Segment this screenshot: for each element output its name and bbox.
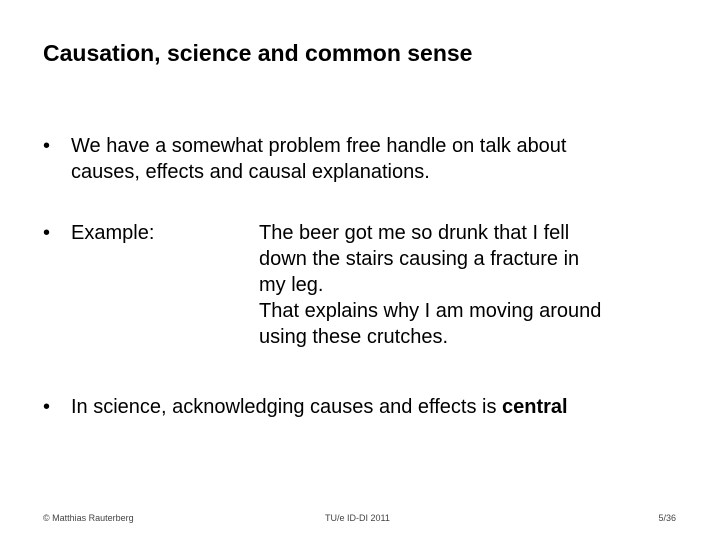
bullet-line: We have a somewhat problem free handle on talk about — [71, 135, 567, 157]
bullet-example — [43, 220, 693, 355]
bullet-marker: • — [43, 135, 51, 157]
footer-author: © Matthias Rauterberg — [43, 513, 134, 523]
footer-page-number: 5/36 — [658, 513, 676, 523]
example-line: The beer got me so drunk that I fell — [259, 222, 570, 244]
slide-title: Causation, science and common sense — [43, 40, 473, 66]
bullet-text — [71, 133, 567, 185]
example-line: using these crutches. — [259, 326, 448, 348]
bullet-text-prefix: In science, acknowledging causes and effects is — [71, 396, 502, 418]
bullet-marker: • — [43, 222, 51, 244]
bold-emphasis: central — [502, 396, 568, 418]
example-text — [259, 220, 679, 350]
bullet-marker: • — [43, 396, 51, 418]
footer-course: TU/e ID-DI 2011 — [325, 513, 390, 523]
bullet-line: causes, effects and causal explanations. — [71, 161, 430, 183]
example-line: my leg. — [259, 274, 324, 296]
example-line: down the stairs causing a fracture in — [259, 248, 580, 270]
bullet-causal-talk — [43, 133, 693, 185]
example-label: Example: — [71, 222, 155, 244]
bullet-text — [71, 394, 568, 420]
example-line: That explains why I am moving around — [259, 300, 602, 322]
bullet-science-central — [43, 394, 693, 420]
